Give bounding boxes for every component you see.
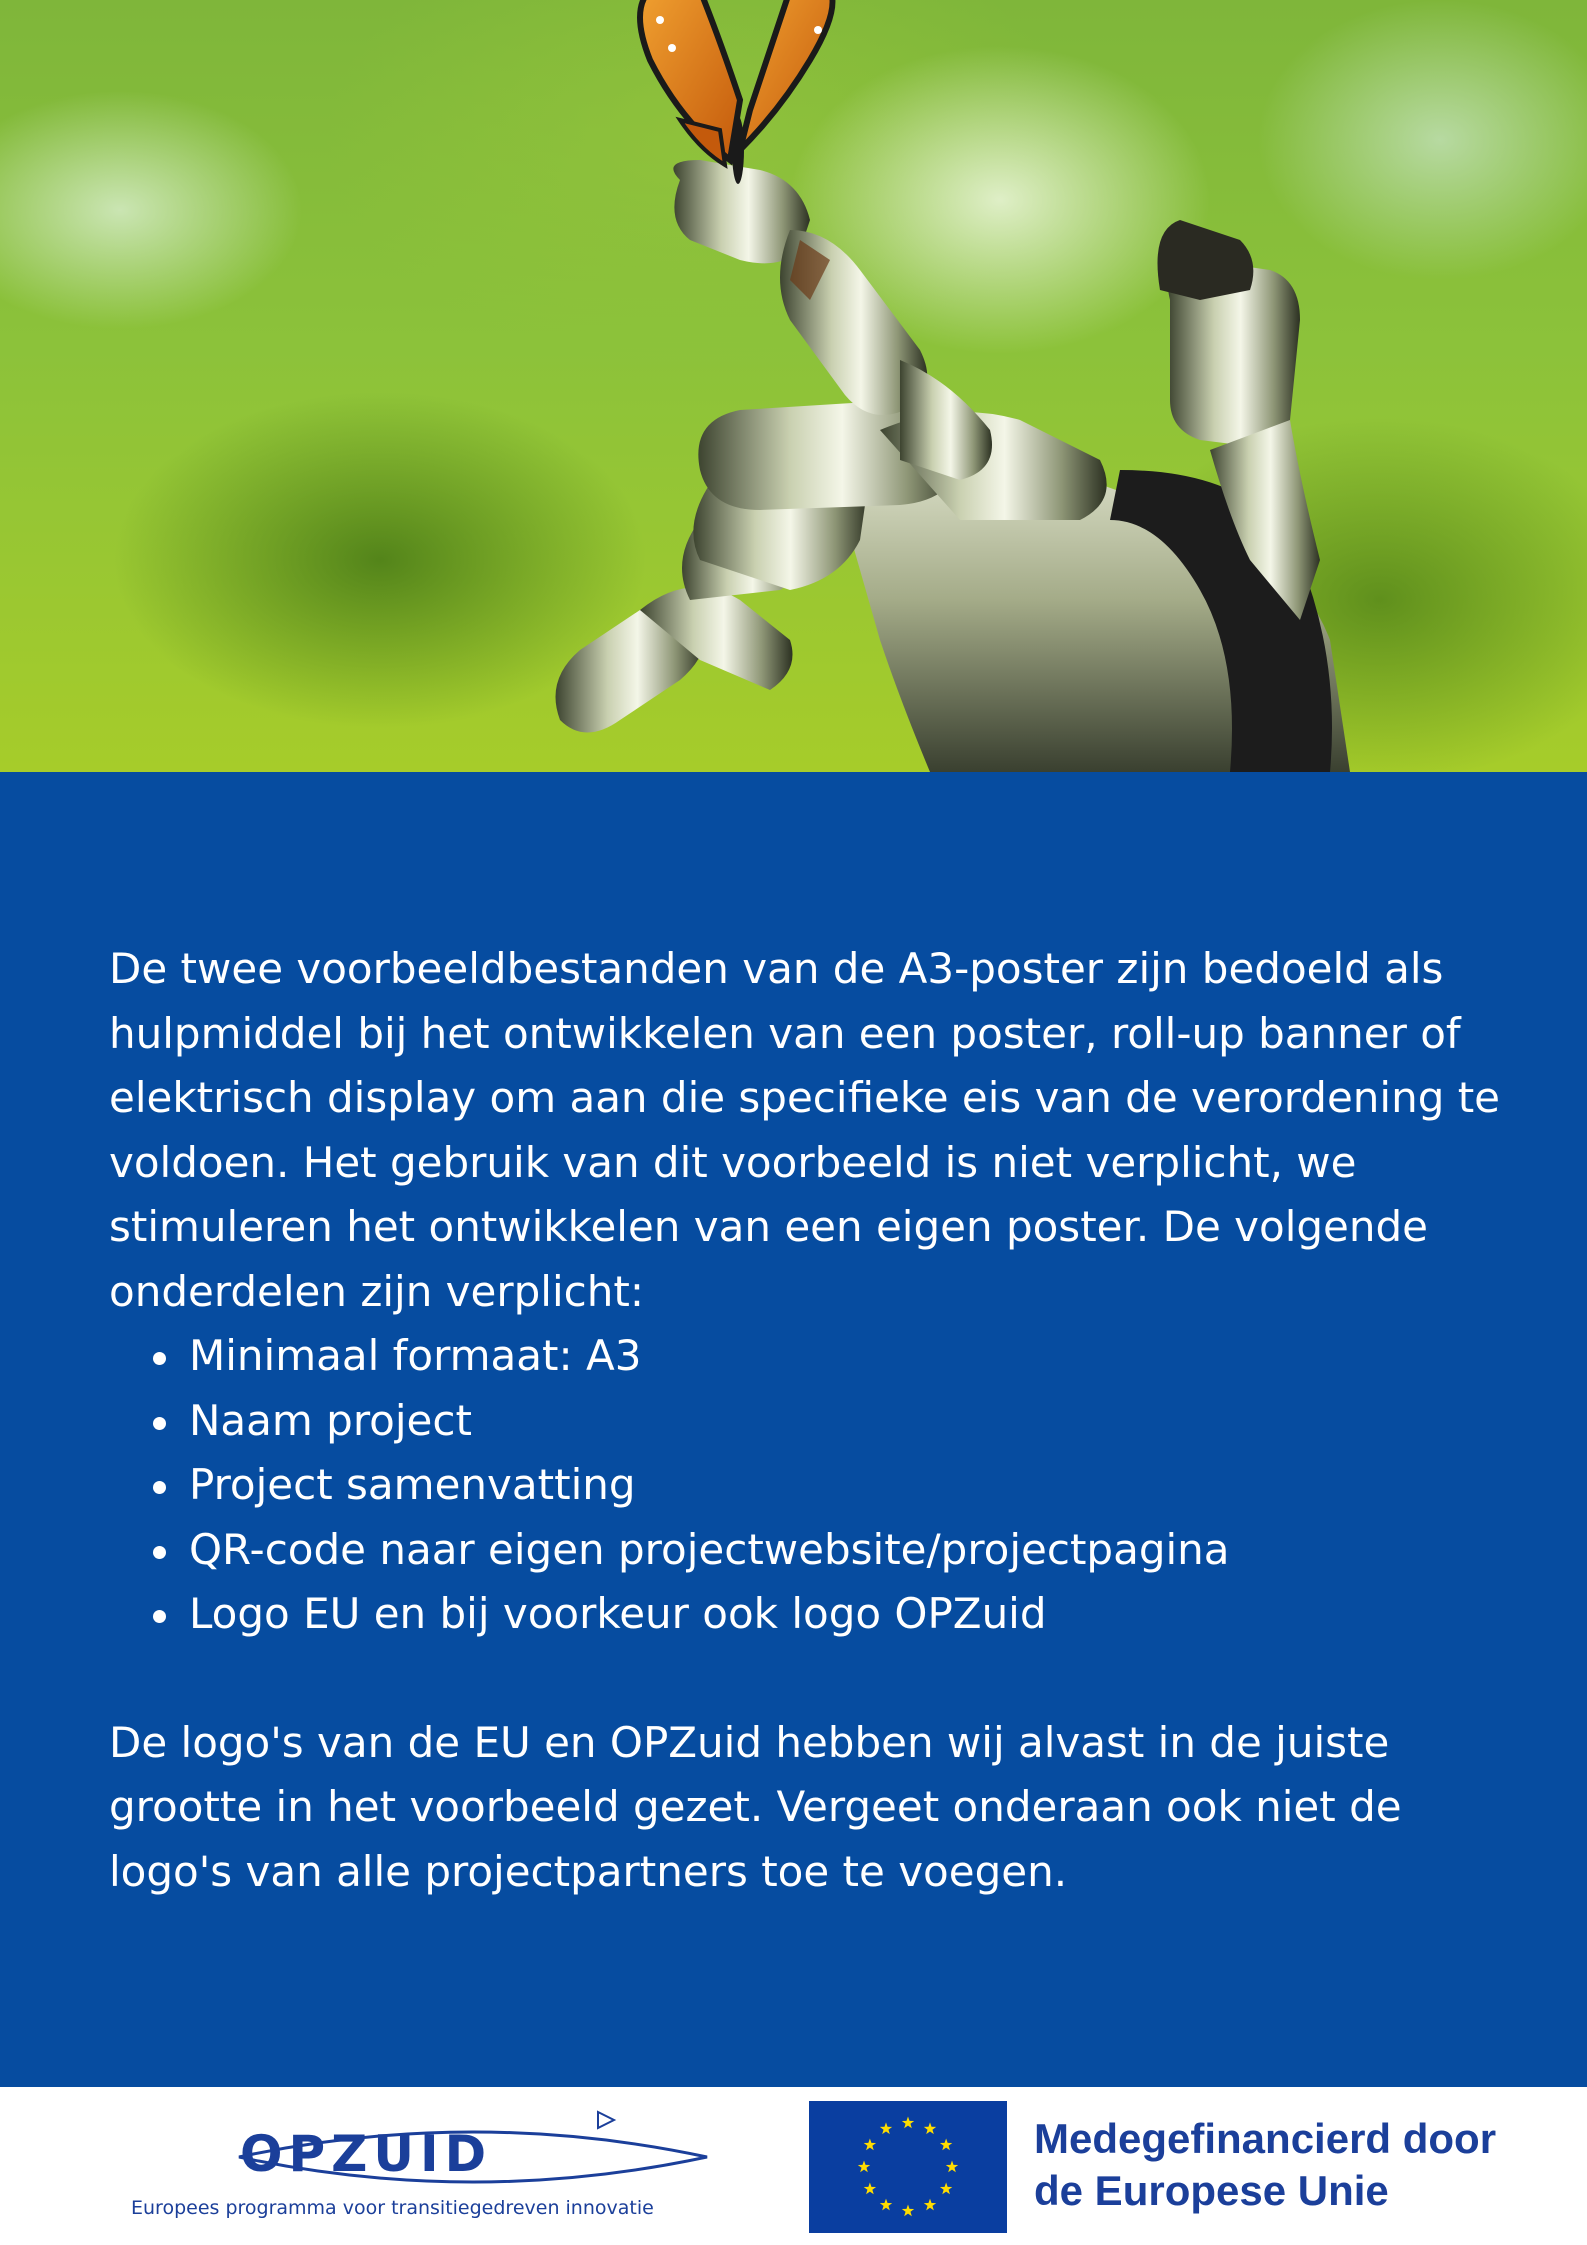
eu-star-icon: [880, 2122, 892, 2134]
eu-star-icon: [902, 2205, 914, 2217]
opzuid-tagline: Europees programma voor transitiegedreven innovatie: [131, 2197, 654, 2219]
eu-star-icon: [880, 2199, 892, 2211]
footer: [0, 2087, 1587, 2245]
play-arrow-icon: [595, 2109, 617, 2131]
little-finger: [556, 587, 793, 732]
opzuid-wordmark: OPZUID: [240, 2125, 493, 2183]
eu-star-icon: [940, 2183, 952, 2195]
requirements-list: [109, 1324, 1509, 1647]
eu-star-icon: [902, 2117, 914, 2129]
list-item: QR-code naar eigen projectwebsite/projectpagina: [109, 1518, 1509, 1583]
eu-funding-label: [1034, 2113, 1496, 2217]
eu-star-icon: [864, 2139, 876, 2151]
butterfly: [640, 0, 833, 184]
eu-star-icon: [858, 2161, 870, 2173]
closing-paragraph: De logo's van de EU en OPZuid hebben wij alvast in de juiste grootte in het voorbeeld gezet. Vergeet onderaan ook niet de logo's van alle projectpartners toe te voegen.: [109, 1717, 1402, 1896]
eu-star-icon: [924, 2122, 936, 2134]
content-panel: [0, 772, 1587, 2087]
eu-flag-icon: [809, 2101, 1007, 2233]
eu-star-icon: [924, 2199, 936, 2211]
body-text: [109, 937, 1509, 1904]
list-item: Naam project: [109, 1389, 1509, 1454]
intro-paragraph: De twee voorbeeldbestanden van de A3-poster zijn bedoeld als hulpmiddel bij het ontwikkelen van een poster, roll-up banner of elektrisch display om aan die specifieke eis van de verordening te voldoen. Het gebruik van dit voorbeeld is niet verplicht, we stimuleren het ontwikkelen van een eigen poster. De volgende onderdelen zijn verplicht:: [109, 944, 1501, 1316]
list-item: Minimaal formaat: A3: [109, 1324, 1509, 1389]
eu-funding-line-2: de Europese Unie: [1034, 2167, 1389, 2214]
opzuid-logo: [125, 2109, 725, 2219]
list-item: Logo EU en bij voorkeur ook logo OPZuid: [109, 1582, 1509, 1647]
eu-star-icon: [940, 2139, 952, 2151]
eu-star-icon: [864, 2183, 876, 2195]
hero-image: [0, 0, 1587, 772]
eu-funding-line-1: Medegefinancierd door: [1034, 2115, 1497, 2162]
eu-stars-ring: [809, 2101, 1007, 2233]
robot-hand-illustration: [0, 0, 1587, 772]
eu-star-icon: [946, 2161, 958, 2173]
list-item: Project samenvatting: [109, 1453, 1509, 1518]
